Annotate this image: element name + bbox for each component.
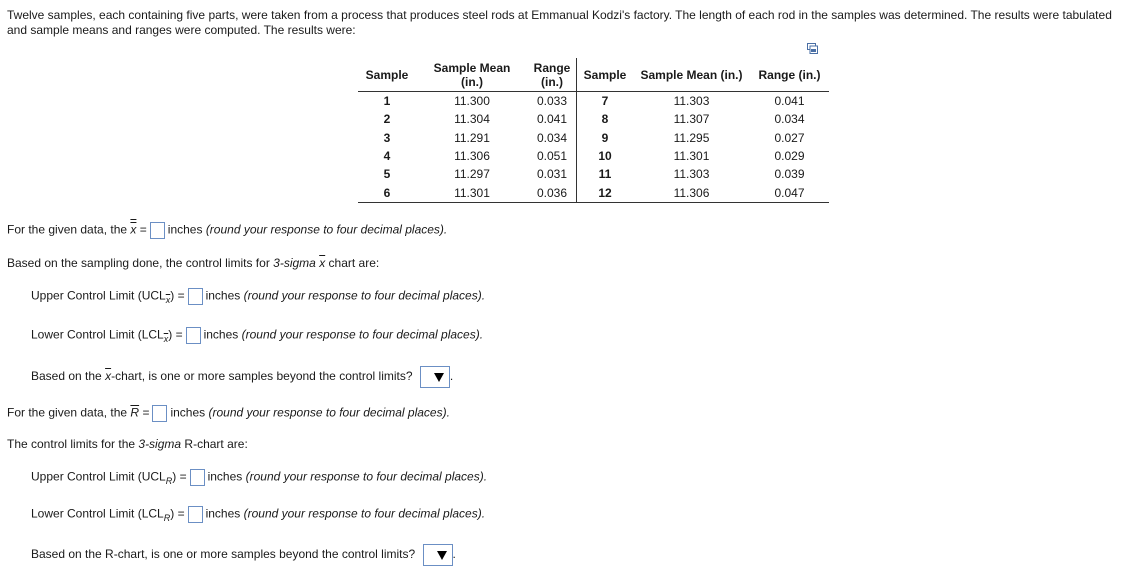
- sample-range: 0.027: [774, 130, 805, 145]
- rlimits-intro-text: The control limits for the: [7, 437, 136, 451]
- sample-range: 0.031: [536, 167, 568, 182]
- sample-range: 0.041: [536, 112, 568, 127]
- header-sample-mean-2: Sample Mean (in.): [640, 67, 743, 82]
- rbar-answer-input[interactable]: [152, 405, 167, 422]
- sample-number: 1: [383, 94, 391, 109]
- ucl-r-answer-input[interactable]: [190, 469, 205, 486]
- period: .: [452, 547, 456, 562]
- sample-range: 0.051: [536, 149, 568, 164]
- ucl-x-question: [31, 288, 485, 307]
- lcl-x-question: [31, 327, 483, 346]
- units-label: inches: [205, 288, 241, 303]
- xbar-question: [7, 222, 447, 239]
- xbar-symbol: x: [130, 222, 137, 237]
- sample-mean: 11.301: [673, 149, 710, 164]
- problem-intro: Twelve samples, each containing five parts, were taken from a process that produces steel rods at Emmanual Kodzi's factory. The length of each rod in the samples was determined. The results were tabulated and sample means and ranges were computed. The results were:: [7, 8, 1112, 37]
- sample-number: 2: [383, 112, 391, 127]
- period: .: [449, 369, 454, 384]
- sample-mean: 11.303: [673, 94, 710, 109]
- table-row: [358, 92, 829, 111]
- triangle-down-icon: [435, 548, 449, 562]
- sample-number: 7: [577, 92, 634, 111]
- sample-range: 0.034: [536, 130, 568, 145]
- xbar-symbol: $\overline{x}$: [105, 369, 112, 384]
- lcl-r-subscript: R: [163, 513, 171, 524]
- close-paren: ): [172, 469, 177, 484]
- xchart-beyond-dropdown[interactable]: [420, 366, 450, 388]
- xbar-symbol: $\overline{x}$: [319, 256, 326, 270]
- rounding-note: (round your response to four decimal places).: [208, 405, 450, 420]
- copy-icon[interactable]: [807, 43, 818, 54]
- units-label: inches: [170, 405, 206, 420]
- rounding-note: (round your response to four decimal places).: [241, 327, 484, 342]
- xchart-q-text: Based on the: [31, 369, 102, 384]
- lcl-x-answer-input[interactable]: [186, 327, 201, 344]
- xchart-beyond-question: [31, 366, 453, 388]
- sample-number: 9: [577, 129, 634, 147]
- xchart-limits-intro: [7, 256, 379, 270]
- equals-sign: =: [179, 469, 187, 484]
- header-mean-line1: Sample Mean: [433, 60, 511, 75]
- header-mean-line2: (in.): [461, 74, 483, 89]
- header-range-line2: (in.): [541, 74, 563, 89]
- sample-mean: 11.306: [673, 185, 710, 200]
- sample-number: 5: [383, 167, 391, 182]
- sample-range: 0.034: [774, 112, 805, 127]
- table-row: [358, 183, 829, 202]
- ucl-x-subscript: x: [165, 295, 171, 306]
- sample-number: 4: [383, 149, 391, 164]
- sample-range: 0.036: [536, 185, 568, 200]
- units-label: inches: [205, 506, 241, 521]
- xbar-prefix: For the given data, the: [7, 222, 128, 237]
- equals-sign: =: [177, 288, 185, 303]
- ucl-r-label: Upper Control Limit (UCL: [31, 469, 166, 484]
- ucl-r-question: [31, 469, 487, 488]
- units-label: inches: [203, 327, 239, 342]
- xchart-q-tail: -chart, is one or more samples beyond the control limits?: [111, 369, 413, 384]
- sample-mean: 11.303: [673, 167, 710, 182]
- header-sample-mean: [416, 58, 528, 92]
- sample-mean: 11.304: [454, 112, 490, 127]
- rchart-beyond-question: [31, 544, 456, 566]
- header-range-2: Range (in.): [758, 67, 821, 82]
- header-sample: Sample: [365, 67, 409, 82]
- close-paren: ): [170, 506, 175, 521]
- table-row: [358, 165, 829, 183]
- xbar-answer-input[interactable]: [150, 222, 165, 239]
- sample-number: 11: [577, 165, 634, 183]
- rounding-note: (round your response to four decimal places).: [205, 222, 448, 237]
- sample-mean: 11.300: [454, 94, 490, 109]
- sample-range: 0.029: [774, 149, 805, 164]
- lcl-x-label: Lower Control Limit (LCL: [31, 327, 164, 342]
- samples-table: [358, 58, 829, 203]
- sample-number: 6: [383, 185, 391, 200]
- units-label: inches: [167, 222, 203, 237]
- rounding-note: (round your response to four decimal places).: [243, 506, 486, 521]
- sigma-text: 3-sigma: [138, 437, 182, 451]
- sample-range: 0.041: [774, 94, 805, 109]
- sample-range: 0.039: [774, 167, 805, 182]
- table-row: [358, 129, 829, 147]
- close-paren: ): [168, 327, 173, 342]
- equals-sign: =: [175, 327, 183, 342]
- table-row: [358, 110, 829, 128]
- rchart-beyond-dropdown[interactable]: [423, 544, 453, 566]
- rounding-note: (round your response to four decimal places).: [245, 469, 488, 484]
- rlimits-intro-tail: R-chart are:: [184, 437, 248, 451]
- rchart-limits-intro: [7, 437, 248, 451]
- sample-number: 12: [577, 183, 634, 202]
- sample-range: 0.047: [774, 185, 805, 200]
- equals-sign: =: [139, 222, 147, 237]
- sample-range: 0.033: [536, 94, 568, 109]
- triangle-down-icon: [432, 370, 446, 384]
- lcl-r-question: [31, 506, 485, 525]
- sample-mean: 11.301: [454, 185, 490, 200]
- lcl-r-answer-input[interactable]: [188, 506, 203, 523]
- rbar-prefix: For the given data, the: [7, 405, 128, 420]
- sample-number: 3: [383, 130, 391, 145]
- lcl-x-subscript: x: [163, 334, 169, 345]
- rbar-question: [7, 405, 450, 422]
- close-paren: ): [170, 288, 175, 303]
- header-sample-2: Sample: [577, 58, 634, 92]
- sample-mean: 11.297: [454, 167, 490, 182]
- sigma-text: 3-sigma: [273, 256, 316, 270]
- rounding-note: (round your response to four decimal places).: [243, 288, 486, 303]
- sample-mean: 11.291: [454, 130, 490, 145]
- sample-number: 8: [577, 110, 634, 128]
- limits-intro-tail: chart are:: [328, 256, 380, 270]
- rchart-q-text: Based on the R-chart, is one or more samples beyond the control limits?: [31, 547, 416, 562]
- sample-number: 10: [577, 147, 634, 165]
- ucl-x-label: Upper Control Limit (UCL: [31, 288, 166, 303]
- table-row: [358, 147, 829, 165]
- header-range: [528, 58, 577, 92]
- equals-sign: =: [142, 405, 150, 420]
- units-label: inches: [207, 469, 243, 484]
- limits-intro-text: Based on the sampling done, the control limits for: [7, 256, 270, 270]
- sample-mean: 11.306: [454, 149, 490, 164]
- equals-sign: =: [177, 506, 185, 521]
- rbar-symbol: $\overline{R}$: [130, 405, 140, 420]
- ucl-x-answer-input[interactable]: [188, 288, 203, 305]
- ucl-r-subscript: R: [165, 476, 173, 487]
- sample-mean: 11.295: [673, 130, 710, 145]
- lcl-r-label: Lower Control Limit (LCL: [31, 506, 164, 521]
- header-range-line1: Range: [533, 60, 571, 75]
- sample-mean: 11.307: [673, 112, 710, 127]
